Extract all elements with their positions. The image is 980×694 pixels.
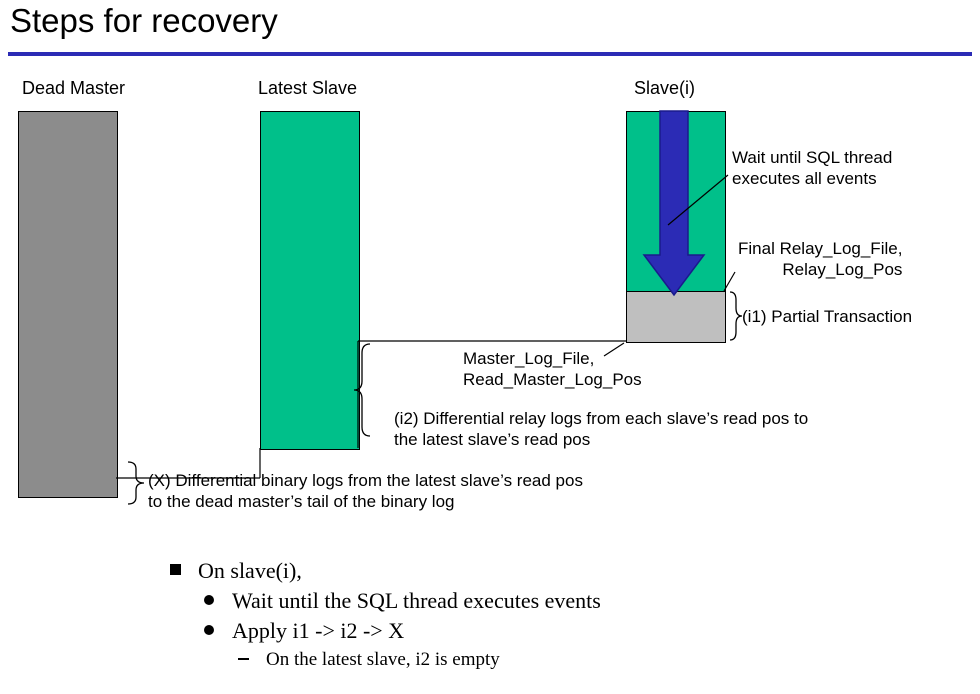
round-bullet-icon xyxy=(204,595,214,605)
bullet-level2-wait-text: Wait until the SQL thread executes events xyxy=(232,588,601,613)
annotation-x-line1: (X) Differential binary logs from the latest slave’s read pos xyxy=(148,471,583,490)
annotation-i2-line1: (i2) Differential relay logs from each slave’s read pos to xyxy=(394,409,809,428)
column-label-dead-master: Dead Master xyxy=(22,78,126,98)
column-label-slave-i: Slave(i) xyxy=(634,78,696,98)
annotation-wait-sql-line2: executes all events xyxy=(732,169,877,188)
sql-thread-arrow-icon xyxy=(620,105,740,305)
annotation-i2-line2: the latest slave’s read pos xyxy=(394,430,591,449)
bullet-level1-text: On slave(i), xyxy=(198,558,302,583)
page-title: Steps for recovery xyxy=(10,2,278,39)
annotation-partial-transaction: (i1) Partial Transaction xyxy=(742,307,913,326)
bullet-level2-wait xyxy=(168,586,958,616)
annotation-final-relay-log xyxy=(738,238,902,280)
annotation-final-relay-line1: Final Relay_Log_File, xyxy=(738,239,903,258)
annotation-differential-relay-logs xyxy=(394,408,954,450)
annotation-master-log-line2: Read_Master_Log_Pos xyxy=(463,370,642,389)
annotation-master-log-file xyxy=(463,348,642,390)
annotation-x-line2: to the dead master’s tail of the binary log xyxy=(148,492,455,511)
square-bullet-icon xyxy=(170,564,181,575)
dash-bullet-icon xyxy=(238,658,249,660)
bullet-level3-latest-slave xyxy=(168,646,958,673)
bullet-level2-apply xyxy=(168,616,958,646)
annotation-wait-sql-line1: Wait until SQL thread xyxy=(732,148,893,167)
column-label-latest-slave: Latest Slave xyxy=(258,78,358,98)
title-divider xyxy=(8,52,972,56)
latest-slave-box xyxy=(260,111,360,450)
dead-master-box xyxy=(18,111,118,498)
bullet-list xyxy=(168,556,958,673)
bullet-level3-text: On the latest slave, i2 is empty xyxy=(266,649,500,670)
annotation-wait-sql-thread xyxy=(732,147,892,189)
annotation-final-relay-line2: Relay_Log_Pos xyxy=(782,260,903,279)
annotation-differential-binary-logs xyxy=(148,470,748,512)
bullet-level1-on-slave xyxy=(168,556,958,586)
round-bullet-icon xyxy=(204,625,214,635)
bullet-level2-apply-text: Apply i1 -> i2 -> X xyxy=(232,618,405,643)
annotation-master-log-line1: Master_Log_File, xyxy=(463,349,595,368)
